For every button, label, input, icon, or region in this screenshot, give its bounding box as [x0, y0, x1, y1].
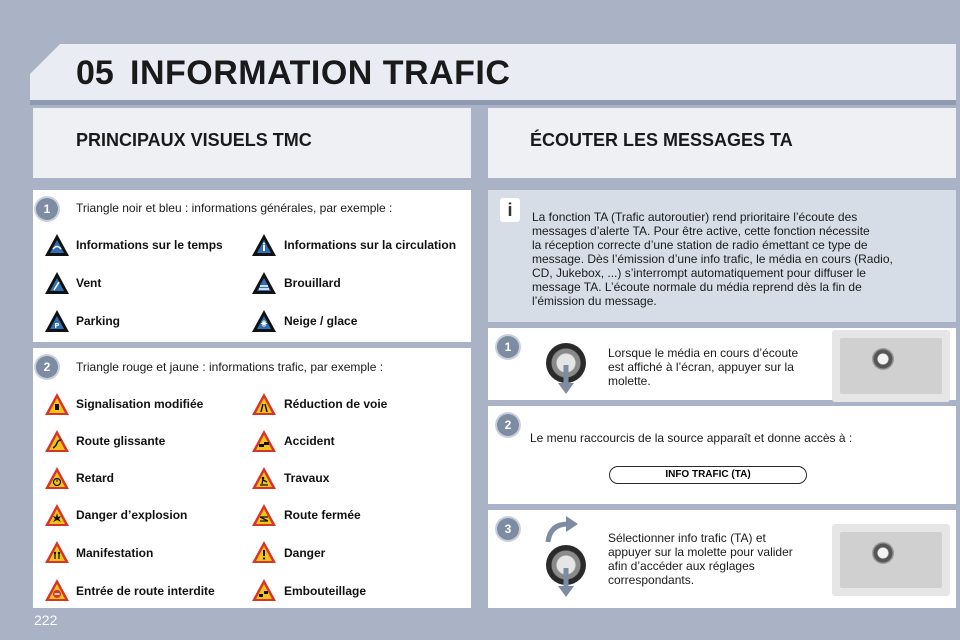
step1-text: Lorsque le média en cours d’écoute est affiché à l’écran, appuyer sur la molette.: [608, 346, 799, 388]
page-number: 222: [34, 612, 58, 628]
item-label: Informations sur le temps: [76, 238, 223, 252]
item-label: Vent: [76, 276, 102, 290]
item-label: Réduction de voie: [284, 397, 388, 411]
road-closed-icon: [251, 503, 277, 527]
section1-intro: Triangle noir et bleu : informations générales, par exemple :: [76, 201, 393, 215]
demonstration-icon: [44, 540, 70, 564]
item-label: Signalisation modifiée: [76, 397, 204, 411]
item-label: Neige / glace: [284, 314, 358, 328]
item-label: Manifestation: [76, 546, 154, 560]
press-arrow-icon: [556, 568, 576, 598]
ta-info-text: La fonction TA (Trafic autoroutier) rend prioritaire l’écoute des messages d’alerte TA. Pour être active, cette fonction nécessite la réception correcte d’une station de radio émettant ce type de message. Dès l’émission d’une info trafic, le média en cours (Radio, CD, Jukebox, ...) s’interrompt automatiquement pour diffuser le message TA. L’écoute normale du média reprend dès la fin de l’émission du message.: [532, 210, 893, 308]
info-icon: i: [500, 198, 520, 222]
wind-icon: [44, 271, 70, 295]
slippery-road-icon: [44, 429, 70, 453]
item-label: Parking: [76, 314, 121, 328]
item-label: Accident: [284, 434, 335, 448]
item-label: Route glissante: [76, 434, 166, 448]
traffic-info-icon: [251, 233, 277, 257]
snow-ice-icon: [251, 309, 277, 333]
rotate-arrow-icon: [544, 516, 580, 544]
explosion-danger-icon: [44, 503, 70, 527]
radio-unit-image: [832, 524, 950, 596]
header-divider: [30, 100, 956, 105]
press-arrow-icon: [556, 365, 576, 395]
lane-reduction-icon: [251, 392, 277, 416]
parking-icon: [44, 309, 70, 333]
roadworks-icon: [251, 466, 277, 490]
step2-panel: [488, 406, 956, 504]
item-label: Informations sur la circulation: [284, 238, 457, 252]
weather-warning-icon: [44, 233, 70, 257]
modified-signage-icon: [44, 392, 70, 416]
no-entry-icon: [44, 578, 70, 602]
step3-text: Sélectionner info trafic (TA) et appuyer sur la molette pour valider afin d’accéder aux réglages correspondants.: [608, 531, 793, 587]
step-badge-2: 2: [36, 356, 58, 378]
step-badge-2: 2: [497, 414, 519, 436]
danger-icon: [251, 540, 277, 564]
fog-icon: [251, 271, 277, 295]
item-label: Retard: [76, 471, 115, 485]
left-section-title: PRINCIPAUX VISUELS TMC: [76, 130, 312, 150]
item-label: Embouteillage: [284, 584, 367, 598]
item-label: Route fermée: [284, 508, 361, 522]
section2-intro: Triangle rouge et jaune : informations trafic, par exemple :: [76, 360, 384, 374]
item-label: Travaux: [284, 471, 330, 485]
step-badge-3: 3: [497, 518, 519, 540]
chapter-number: 05: [76, 54, 114, 92]
traffic-jam-icon: [251, 578, 277, 602]
item-label: Danger: [284, 546, 326, 560]
info-trafic-menu-item[interactable]: INFO TRAFIC (TA): [609, 466, 807, 484]
accident-icon: [251, 429, 277, 453]
svg-text:P: P: [54, 322, 60, 330]
step2-text: Le menu raccourcis de la source apparaît et donne accès à :: [530, 431, 853, 445]
delay-icon: [44, 466, 70, 490]
item-label: Entrée de route interdite: [76, 584, 215, 598]
radio-unit-image: [832, 330, 950, 402]
page-title: INFORMATION TRAFIC: [130, 54, 511, 92]
item-label: Danger d’explosion: [76, 508, 188, 522]
item-label: Brouillard: [284, 276, 341, 290]
right-section-title: ÉCOUTER LES MESSAGES TA: [530, 130, 793, 150]
step-badge-1: 1: [497, 336, 519, 358]
step-badge-1: 1: [36, 198, 58, 220]
